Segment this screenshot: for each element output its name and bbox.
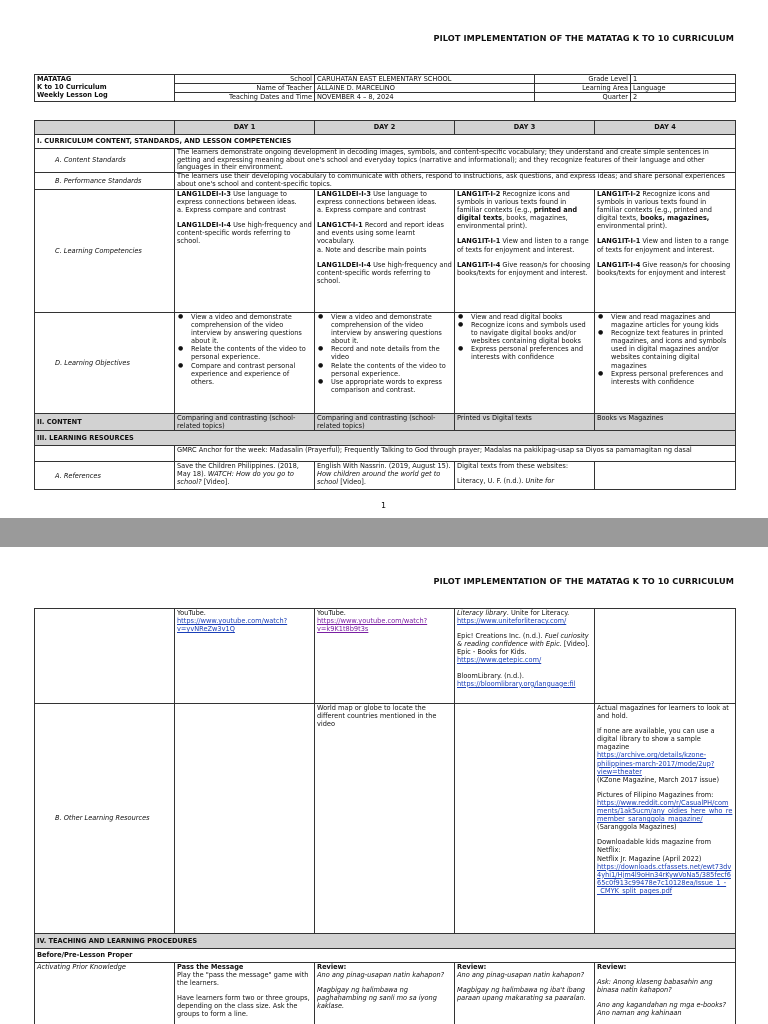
references-day-3-cont (455, 609, 595, 704)
activity-text: Magbigay ng halimbawa ng iba't ibang paraan upang makarating sa paaralan. (457, 986, 586, 1003)
teacher-value: ALLAINE D. MARCELINO (315, 84, 535, 93)
other-resources-day-1 (175, 704, 315, 934)
activity-text: Ano ang pinag-usapan natin kahapon? (317, 971, 445, 980)
resource-text: (KZone Magazine, March 2017 issue) (597, 775, 720, 784)
activity-text: Magbigay ng halimbawa ng paghahambing ng sanli mo sa iyong kaklase. (317, 986, 437, 1011)
objective-item: ● View and read magazines and magazine articles for young kids (611, 313, 733, 329)
row-label-references: A. References (35, 462, 175, 490)
day-header-1: DAY 1 (175, 121, 315, 135)
day-header-2: DAY 2 (315, 121, 455, 135)
section-curriculum: I. CURRICULUM CONTENT, STANDARDS, AND LESSON COMPETENCIES (35, 135, 736, 149)
content-day-1: Comparing and contrasting (school-related topics) (175, 414, 315, 431)
lesson-table (34, 120, 736, 490)
competency-item: LANG1IT-I-2 Recognize icons and symbols in various texts found in familiar contexts (e.g., printed and digital texts, books, magazines, environmental print). (597, 190, 712, 231)
reference-link[interactable]: https://bloomlibrary.org/language:fil (457, 679, 576, 688)
objective-item: ● View a video and demonstrate comprehension of the video interview by answering questions about it. (331, 313, 452, 345)
references-day-4 (595, 462, 736, 490)
corner-cell (35, 121, 175, 135)
grade-label: Grade Level (535, 75, 631, 84)
resource-text: Downloadable kids magazine from Netflix: (597, 838, 712, 855)
objective-item: ● View a video and demonstrate comprehension of the video interview by answering questions about it. (191, 313, 312, 345)
content-standards-text: The learners demonstrate ongoing development in decoding images, symbols, and content-specific vocabulary; they understand and create simple sentences in getting and expressing meaning about one's school and everyday topics (narrative and informational); and they recognize features of their language and other languages in their environment. (175, 149, 736, 173)
competency-item: LANG1LDEI-I-4 Use high-frequency and content-specific words referring to school. (317, 260, 452, 285)
activity-text: Ano ang kagandahan ng mga e-books? Ano naman ang kahinaan (597, 1001, 726, 1018)
doc-label-line: Weekly Lesson Log (37, 91, 108, 99)
day-header-4: DAY 4 (595, 121, 736, 135)
references-day-2-cont (315, 609, 455, 704)
competencies-day-3 (455, 190, 595, 313)
competency-item: a. Note and describe main points (317, 245, 427, 254)
resource-text: (Saranggola Magazines) (597, 823, 677, 832)
objective-item: ● Record and note details from the video (331, 345, 452, 361)
objective-item: ● Compare and contrast personal experience and experience of others. (191, 362, 312, 386)
row-label-other-resources: B. Other Learning Resources (35, 704, 175, 934)
activity-title: Review: (317, 963, 347, 971)
quarter-label: Quarter (535, 93, 631, 102)
performance-standards-text: The learners use their developing vocabulary to communicate with others, respond to instructions, ask questions, and express ideas; and share personal experiences about one's school and content-specific topics. (175, 173, 736, 190)
competencies-day-4 (595, 190, 736, 313)
other-resources-day-3 (455, 704, 595, 934)
resource-link[interactable]: https://www.reddit.com/r/CasualPH/comments/1ak5ucm/any_oldies_here_who_remember_saranggola_magazine/ (597, 798, 733, 824)
competency-item: LANG1IT-I-1 View and listen to a range of texts for enjoyment and interest. (457, 237, 589, 254)
activity-text: Ano ang pinag-usapan natin kahapon? (457, 971, 585, 980)
section-resources: III. LEARNING RESOURCES (35, 431, 736, 446)
grade-value: 1 (631, 75, 736, 84)
objective-item: ● Recognize icons and symbols used to navigate digital books and/or websites containing digital books (471, 321, 592, 345)
objective-item: ● Relate the contents of the video to personal experience. (331, 362, 452, 378)
gmrc-text: GMRC Anchor for the week: Madasalin (Prayerful); Frequently Talking to God through prayer; Madalas na pakikipag-usap sa Diyos sa pamamagitan ng dasal (175, 446, 736, 462)
reference-link[interactable]: https://www.youtube.com/watch?v=yvNReZw3v1Q (177, 617, 288, 634)
objective-item: ● Express personal preferences and interests with confidence (471, 345, 592, 361)
row-label-performance-standards: B. Performance Standards (35, 173, 175, 190)
competency-item: LANG1IT-I-4 Give reason/s for choosing books/texts for enjoyment and interest. (457, 260, 591, 277)
resource-link[interactable]: https://downloads.ctfassets.net/ewt73dv4yhi1/Hjm4l9oHn34rKywVoNa5/385fecf665c0f913c99478e7c10128ea/Issue_1_-_CMYK_split_pages.pdf (597, 862, 732, 895)
reference-text: YouTube. (177, 609, 206, 617)
references-day-2: English With Nassrin. (2019, August 15). How children around the world get to school [Video]. (315, 462, 455, 490)
area-value: Language (631, 84, 736, 93)
objective-item: ● Express personal preferences and interests with confidence (611, 370, 733, 386)
competency-item: LANG1LDEI-I-3 Use language to express connections between ideas. (317, 190, 437, 207)
resource-link[interactable]: https://archive.org/details/kzone-philippines-march-2017/mode/2up?view=theater (597, 751, 715, 776)
reference-link[interactable]: https://www.uniteforliteracy.com/ (457, 617, 567, 626)
section-content: II. CONTENT (35, 414, 175, 431)
page-header-title: PILOT IMPLEMENTATION OF THE MATATAG K TO 10 CURRICULUM (433, 576, 734, 586)
activity-title: Pass the Message (177, 963, 244, 971)
activating-day-3 (455, 963, 595, 1024)
content-day-4: Books vs Magazines (595, 414, 736, 431)
activity-text: Play the "pass the message" game with the learners. (177, 971, 309, 988)
section-procedures: IV. TEACHING AND LEARNING PROCEDURES (35, 934, 736, 949)
quarter-value: 2 (631, 93, 736, 102)
competency-item: LANG1LDEI-I-4 Use high-frequency and content-specific words referring to school. (177, 221, 312, 246)
objective-item: ● Relate the contents of the video to personal experience. (191, 345, 312, 361)
school-label: School (175, 75, 315, 84)
objectives-day-2 (315, 313, 455, 414)
references-day-4-cont (595, 609, 736, 704)
reference-link[interactable]: https://www.getepic.com/ (457, 656, 542, 665)
other-resources-day-4 (595, 704, 736, 934)
resource-text: Netflix Jr. Magazine (April 2022) (597, 854, 702, 863)
row-label-learning-objectives: D. Learning Objectives (35, 313, 175, 414)
objective-item: ● Recognize text features in printed magazines, and icons and symbols used in digital magazines and/or websites containing digital magazines (611, 329, 733, 369)
area-label: Learning Area (535, 84, 631, 93)
dates-label: Teaching Dates and Time (175, 93, 315, 102)
reference-text: YouTube. (317, 609, 346, 617)
activity-title: Review: (597, 963, 627, 971)
page-header-title: PILOT IMPLEMENTATION OF THE MATATAG K TO 10 CURRICULUM (433, 33, 734, 43)
reference-text: Epic! Creations Inc. (n.d.). Fuel curiosity & reading confidence with Epic. [Video]. Epic - Books for Kids. (457, 632, 590, 657)
doc-label-line: MATATAG (37, 75, 72, 83)
objectives-day-3 (455, 313, 595, 414)
resource-text: Pictures of Filipino Magazines from: (597, 790, 714, 799)
doc-label-line: K to 10 Curriculum (37, 83, 107, 91)
reference-link[interactable]: https://www.youtube.com/watch?v=k9K1t8b9t3s (317, 617, 428, 634)
activity-title: Review: (457, 963, 487, 971)
teacher-label: Name of Teacher (175, 84, 315, 93)
competency-item: LANG1LDEI-I-3 Use language to express connections between ideas. (177, 190, 297, 207)
section-before-lesson: Before/Pre-Lesson Proper (35, 949, 736, 963)
objectives-day-4 (595, 313, 736, 414)
activating-day-2 (315, 963, 455, 1024)
references-label-cell (35, 609, 175, 704)
competency-item: LANG1CT-I-1 Record and report ideas and events using some learnt vocabulary. (317, 221, 444, 246)
references-day-1-cont (175, 609, 315, 704)
objective-item: ● View and read digital books (471, 313, 592, 321)
reference-text: BloomLibrary. (n.d.). (457, 671, 524, 680)
competency-item: LANG1IT-I-4 Give reason/s for choosing books/texts for enjoyment and interest (597, 260, 731, 277)
objective-item: ● Use appropriate words to express comparison and contrast. (331, 378, 452, 394)
row-label-learning-competencies: C. Learning Competencies (35, 190, 175, 313)
competency-item: a. Express compare and contrast (317, 206, 426, 215)
content-day-3: Printed vs Digital texts (455, 414, 595, 431)
activating-day-4 (595, 963, 736, 1024)
activity-text: Ask: Anong klaseng babasahin ang binasa natin kahapon? (597, 978, 713, 995)
competency-item: LANG1IT-I-2 Recognize icons and symbols in various texts found in familiar contexts (e.g., printed and digital texts, books, magazines, environmental print). (457, 190, 578, 231)
day-header-3: DAY 3 (455, 121, 595, 135)
doc-label (35, 75, 175, 102)
competency-item: LANG1IT-I-1 View and listen to a range of texts for enjoyment and interest. (597, 237, 729, 254)
references-day-1: Save the Children Philippines. (2018, May 18). WATCH: How do you go to school? [Video]. (175, 462, 315, 490)
reference-text: Literacy library. Unite for Literacy. (457, 609, 570, 617)
page-number: 1 (381, 501, 387, 510)
resource-text: If none are available, you can use a digital library to show a sample magazine (597, 727, 715, 752)
row-label-content-standards: A. Content Standards (35, 149, 175, 173)
references-day-3: Digital texts from these websites: Literacy, U. F. (n.d.). Unite for (455, 462, 595, 490)
activating-day-1 (175, 963, 315, 1024)
competencies-day-1 (175, 190, 315, 313)
gmrc-label-cell (35, 446, 175, 462)
objectives-day-1 (175, 313, 315, 414)
info-table (34, 74, 736, 102)
dates-value: NOVEMBER 4 – 8, 2024 (315, 93, 535, 102)
resource-text: Actual magazines for learners to look at and hold. (597, 704, 729, 721)
lesson-table-continued (34, 608, 736, 1024)
row-label-activating: Activating Prior Knowledge (35, 963, 175, 1024)
content-day-2: Comparing and contrasting (school-related topics) (315, 414, 455, 431)
competencies-day-2 (315, 190, 455, 313)
activity-text: Have learners form two or three groups, depending on the class size. Ask the groups to form a line. (177, 994, 310, 1019)
other-resources-day-2: World map or globe to locate the different countries mentioned in the video (315, 704, 455, 934)
competency-item: a. Express compare and contrast (177, 206, 286, 215)
school-value: CARUHATAN EAST ELEMENTARY SCHOOL (315, 75, 535, 84)
document-page-2 (0, 547, 768, 1024)
